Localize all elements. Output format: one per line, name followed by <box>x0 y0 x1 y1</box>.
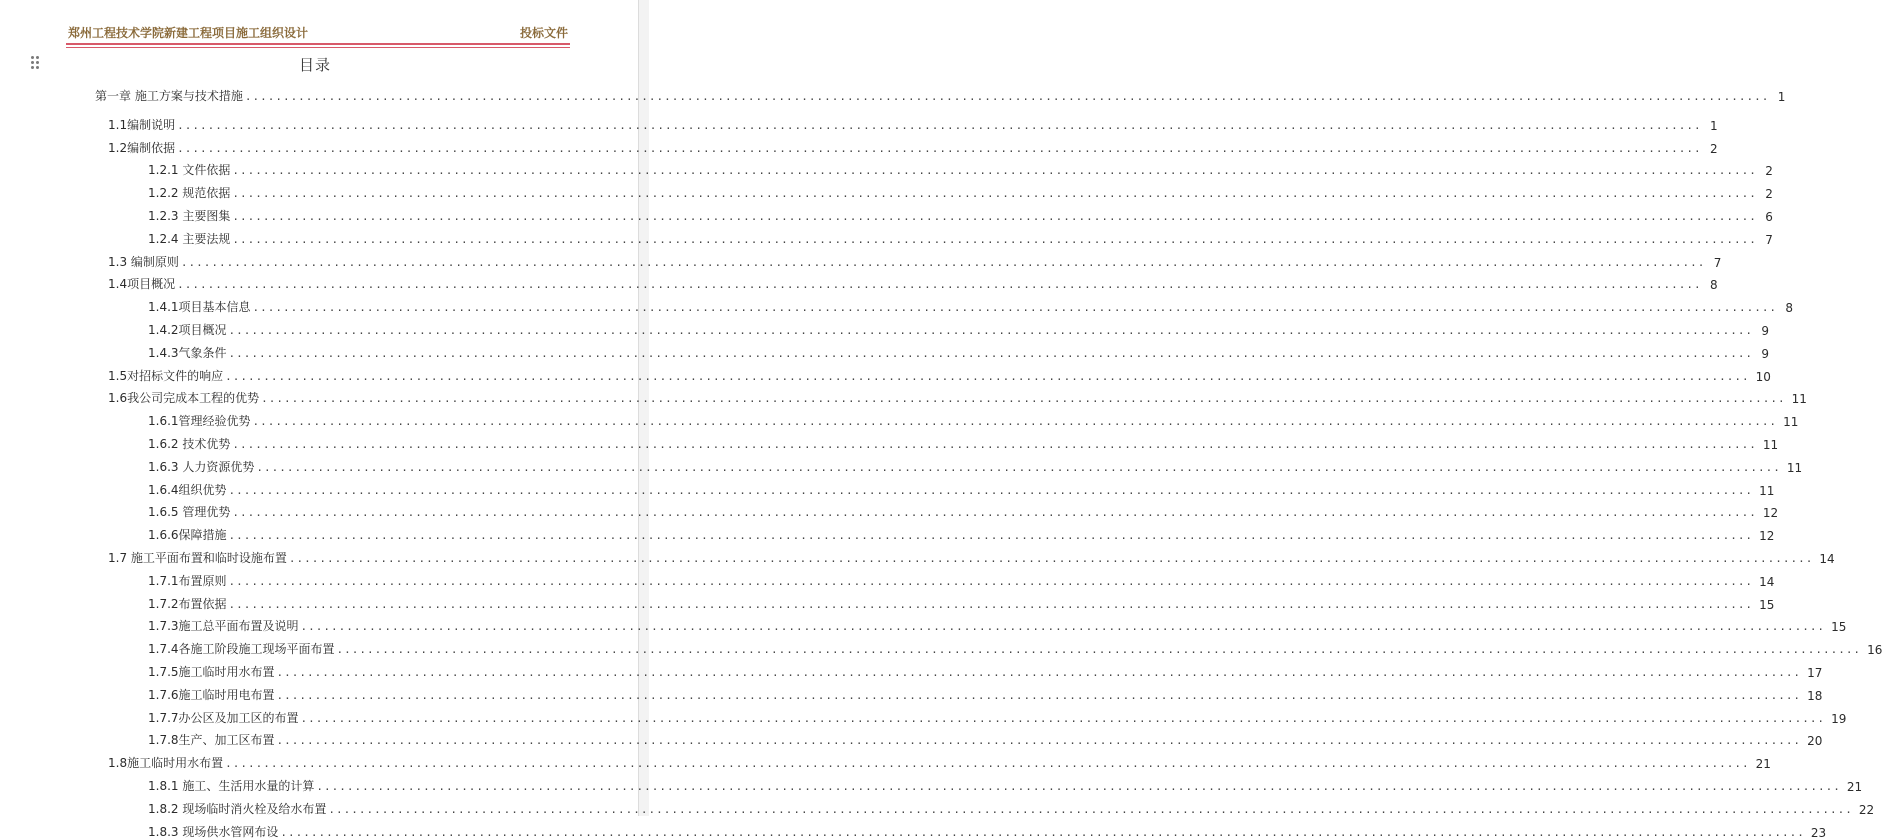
toc-leader-dots: ........................................................................................................................................................................................................ <box>261 392 1786 406</box>
toc-entry-title: 1.7.5施工临时用水布置 <box>148 665 275 679</box>
toc-entry-title: 1.8.3 现场供水管网布设 <box>148 824 279 839</box>
toc-leader-dots: ........................................................................................................................................................................................................ <box>177 118 1702 132</box>
toc-leader-dots: ........................................................................................................................................................................................................ <box>228 346 1754 360</box>
toc-page-number: 10 <box>1755 369 1771 384</box>
toc-entry[interactable] <box>148 478 1775 498</box>
header-document-title: 郑州工程技术学院新建工程项目施工组织设计 <box>68 26 309 40</box>
toc-entry[interactable] <box>148 592 1775 612</box>
toc-page-number: 19 <box>1831 711 1847 726</box>
toc-leader-dots: ........................................................................................................................................................................................................ <box>328 802 1853 816</box>
toc-page-number: 14 <box>1819 552 1835 566</box>
toc-page-number: 9 <box>1761 324 1770 338</box>
header-rule <box>66 43 570 45</box>
toc-entry[interactable] <box>108 113 1718 133</box>
toc-entry[interactable] <box>148 341 1770 361</box>
toc-page-number: 18 <box>1807 688 1823 703</box>
toc-page-number: 6 <box>1765 210 1773 224</box>
toc-entry-title: 1.7.4各施工阶段施工现场平面布置 <box>148 642 335 657</box>
toc-page-number: 12 <box>1762 506 1779 521</box>
toc-page-number: 1 <box>1709 118 1718 133</box>
toc-entry-title: 1.2编制依据 <box>108 140 176 155</box>
toc-page-number: 11 <box>1759 483 1775 498</box>
toc-leader-dots: ........................................................................................................................................................................................................ <box>300 711 1826 725</box>
toc-entry[interactable] <box>148 227 1773 247</box>
toc-page-number: 11 <box>1791 392 1807 407</box>
toc-entry[interactable] <box>148 569 1775 589</box>
toc-page-number: 2 <box>1709 141 1718 156</box>
toc-entry[interactable] <box>148 204 1773 224</box>
toc-entry[interactable] <box>148 409 1799 430</box>
toc-entry-title: 1.7.1布置原则 <box>148 573 227 588</box>
toc-page-number: 23 <box>1810 825 1827 840</box>
toc-entry-title: 第一章 施工方案与技术措施 <box>95 89 243 103</box>
toc-leader-dots: ........................................................................................................................................................................................................ <box>232 187 1757 201</box>
toc-entry[interactable] <box>148 660 1823 680</box>
toc-entry-title: 1.6我公司完成本工程的优势 <box>108 391 260 406</box>
toc-title: 目录 <box>298 56 331 74</box>
toc-entry[interactable] <box>108 386 1807 407</box>
toc-entry[interactable] <box>148 706 1847 726</box>
toc-entry-title: 1.4项目概况 <box>108 277 176 292</box>
toc-entry-title: 1.7.6施工临时用电布置 <box>148 687 275 702</box>
toc-entry[interactable] <box>148 295 1794 316</box>
toc-entry[interactable] <box>108 136 1718 156</box>
toc-entry[interactable] <box>148 158 1773 179</box>
toc-page-number: 7 <box>1713 255 1722 270</box>
toc-page-number: 8 <box>1785 301 1794 316</box>
toc-entry-title: 1.1编制说明 <box>108 117 176 132</box>
toc-leader-dots: ........................................................................................................................................................................................................ <box>180 255 1706 269</box>
toc-entry-title: 1.7.7办公区及加工区的布置 <box>148 710 299 725</box>
toc-entry-title: 1.8.1 施工、生活用水量的计算 <box>148 779 315 793</box>
toc-page-number: 11 <box>1786 460 1803 475</box>
toc-entry[interactable] <box>148 637 1882 658</box>
toc-page-number: 21 <box>1846 780 1863 794</box>
toc-entry-title: 1.4.3气象条件 <box>148 345 227 360</box>
toc-page-number: 14 <box>1759 574 1775 589</box>
toc-entry-title: 1.6.6保障措施 <box>148 528 227 543</box>
toc-entry-title: 1.7.8生产、加工区布置 <box>148 733 275 748</box>
header-document-type: 投标文件 <box>519 26 568 40</box>
toc-entry[interactable] <box>148 774 1863 794</box>
toc-leader-dots: ........................................................................................................................................................................................................ <box>232 438 1757 451</box>
toc-entry[interactable] <box>108 364 1771 384</box>
toc-leader-dots: ........................................................................................................................................................................................................ <box>228 574 1754 588</box>
toc-leader-dots: ........................................................................................................................................................................................................ <box>177 278 1702 292</box>
toc-entry[interactable] <box>95 84 1786 104</box>
toc-entry-title: 1.4.2项目概况 <box>148 323 227 337</box>
toc-page-number: 2 <box>1765 164 1773 179</box>
toc-entry[interactable] <box>148 614 1847 635</box>
toc-entry[interactable] <box>148 683 1823 703</box>
toc-leader-dots: ........................................................................................................................................................................................................ <box>228 597 1754 611</box>
toc-page-number: 20 <box>1807 734 1823 749</box>
toc-entry-title: 1.6.4组织优势 <box>148 482 227 497</box>
toc-leader-dots: ........................................................................................................................................................................................................ <box>276 688 1802 702</box>
toc-leader-dots: ........................................................................................................................................................................................................ <box>232 164 1757 178</box>
toc-page-number: 8 <box>1709 278 1718 293</box>
toc-leader-dots: ........................................................................................................................................................................................................ <box>232 210 1757 223</box>
toc-entry[interactable] <box>148 181 1773 202</box>
toc-entry-title: 1.8.2 现场临时消火栓及给水布置 <box>148 801 327 816</box>
toc-leader-dots: ........................................................................................................................................................................................................ <box>225 369 1750 383</box>
toc-leader-dots: ........................................................................................................................................................................................................ <box>177 141 1702 155</box>
toc-entry[interactable] <box>108 272 1718 293</box>
toc-entry[interactable] <box>148 455 1803 475</box>
toc-entry-title: 1.3 编制原则 <box>108 254 179 269</box>
toc-entry-title: 1.2.2 规范依据 <box>148 186 231 201</box>
toc-leader-dots: ........................................................................................................................................................................................................ <box>228 483 1754 497</box>
toc-page-number: 22 <box>1858 802 1875 817</box>
toc-page-number: 12 <box>1759 529 1775 544</box>
toc-entry[interactable] <box>148 523 1775 544</box>
toc-entry-title: 1.6.3 人力资源优势 <box>148 459 255 474</box>
toc-entry-title: 1.7 施工平面布置和临时设施布置 <box>108 551 287 565</box>
toc-entry[interactable] <box>108 751 1771 772</box>
toc-page-number: 11 <box>1762 438 1779 452</box>
page-header <box>68 24 568 42</box>
toc-entry[interactable] <box>148 797 1875 817</box>
toc-entry-title: 1.2.3 主要图集 <box>148 209 231 223</box>
toc-leader-dots: ........................................................................................................................................................................................................ <box>276 734 1802 748</box>
toc-page-number: 16 <box>1867 643 1882 658</box>
toc-entry-title: 1.2.4 主要法规 <box>148 231 231 246</box>
toc-entry[interactable] <box>108 250 1722 270</box>
toc-leader-dots: ........................................................................................................................................................................................................ <box>228 529 1754 543</box>
toc-leader-dots: ........................................................................................................................................................................................................ <box>336 643 1862 657</box>
toc-page-number: 7 <box>1765 232 1773 247</box>
toc-leader-dots: ........................................................................................................................................................................................................ <box>232 506 1757 520</box>
toc-entry-title: 1.8施工临时用水布置 <box>108 756 224 771</box>
toc-leader-dots: ........................................................................................................................................................................................................ <box>300 620 1826 634</box>
toc-page-number: 2 <box>1765 187 1773 202</box>
toc-entry[interactable] <box>148 432 1779 452</box>
toc-leader-dots: ........................................................................................................................................................................................................ <box>252 415 1778 429</box>
toc-entry-title: 1.7.3施工总平面布置及说明 <box>148 619 299 634</box>
toc-leader-dots: ........................................................................................................................................................................................................ <box>316 780 1841 793</box>
toc-page-number: 15 <box>1831 620 1847 635</box>
toc-page-number: 1 <box>1777 90 1786 104</box>
toc-leader-dots: ........................................................................................................................................................................................................ <box>288 552 1814 565</box>
toc-page-number: 9 <box>1761 346 1770 361</box>
toc-entry-title: 1.4.1项目基本信息 <box>148 300 251 315</box>
toc-leader-dots: ........................................................................................................................................................................................................ <box>252 301 1778 315</box>
toc-page-number: 11 <box>1783 415 1799 430</box>
toc-leader-dots: ........................................................................................................................................................................................................ <box>244 90 1770 103</box>
toc-entry-title: 1.2.1 文件依据 <box>148 163 231 178</box>
toc-leader-dots: ........................................................................................................................................................................................................ <box>228 324 1754 337</box>
header-rule-secondary <box>66 47 570 48</box>
toc-entry-title: 1.7.2布置依据 <box>148 596 227 611</box>
toc-leader-dots: ........................................................................................................................................................................................................ <box>232 232 1757 246</box>
toc-entry[interactable] <box>148 820 1827 840</box>
toc-page-number: 17 <box>1807 666 1823 680</box>
toc-page-number: 21 <box>1755 757 1771 772</box>
toc-leader-dots: ........................................................................................................................................................................................................ <box>276 666 1802 679</box>
toc-entry[interactable] <box>148 500 1779 521</box>
toc-entry-title: 1.6.2 技术优势 <box>148 437 231 451</box>
toc-entry[interactable] <box>148 318 1770 338</box>
toc-leader-dots: ........................................................................................................................................................................................................ <box>280 825 1805 839</box>
toc-entry-title: 1.5对招标文件的响应 <box>108 368 224 383</box>
toc-entry[interactable] <box>148 728 1823 749</box>
toc-entry-title: 1.6.5 管理优势 <box>148 505 231 520</box>
toc-entry[interactable] <box>108 546 1835 566</box>
toc-page-number: 15 <box>1759 597 1775 612</box>
toc-leader-dots: ........................................................................................................................................................................................................ <box>225 757 1750 771</box>
toc-leader-dots: ........................................................................................................................................................................................................ <box>256 460 1781 474</box>
toc-entry-title: 1.6.1管理经验优势 <box>148 414 251 429</box>
